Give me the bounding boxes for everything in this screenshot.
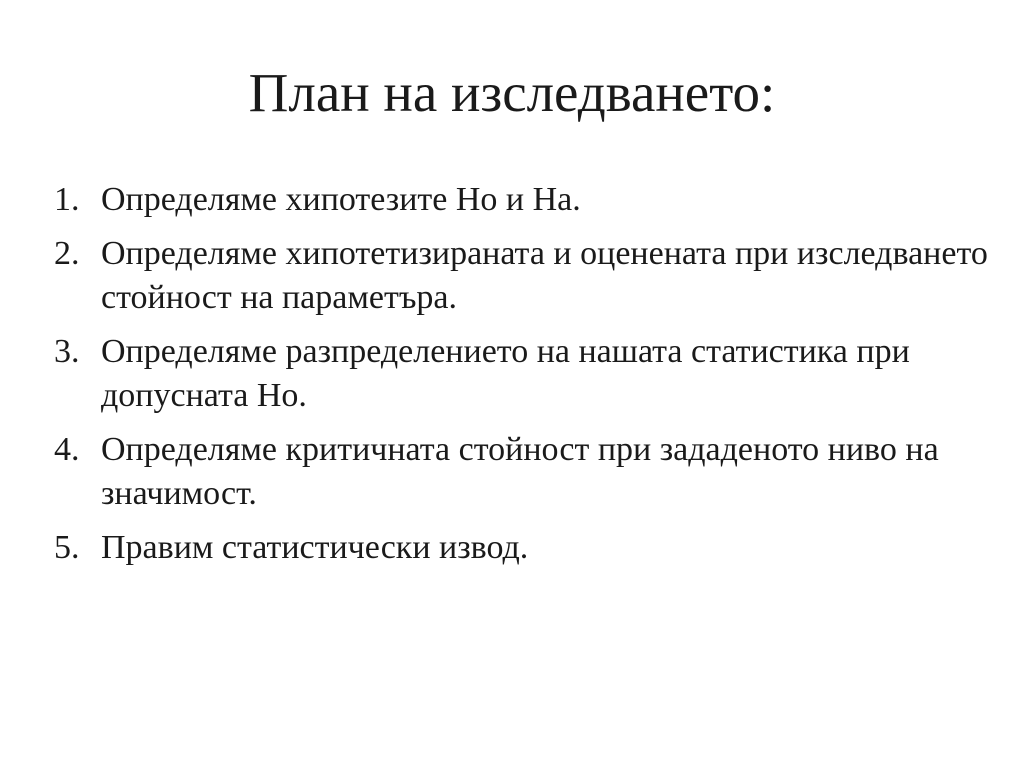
step-number: 2. [54,235,80,272]
list-item-step-5 [54,526,994,570]
list-item-step-4 [54,428,994,516]
step-text: Определяме разпределението на нашата статистика при допусната Ho. [101,333,910,414]
step-number: 4. [54,431,80,468]
step-number: 5. [54,529,80,566]
steps-list [54,178,994,580]
step-number: 3. [54,333,80,370]
step-number: 1. [54,181,80,218]
list-item-step-2 [54,232,994,320]
slide-title: План на изследването: [248,62,776,123]
step-text: Определяме критичната стойност при зададеното ниво на значимост. [101,431,939,512]
list-item-step-3 [54,330,994,418]
step-text: Определяме хипотетизираната и оценената при изследването стойност на параметъра. [101,235,988,316]
step-text: Определяме хипотезите Ho и Ha. [101,181,581,218]
step-text: Правим статистически извод. [101,529,529,566]
list-item-step-1 [54,178,994,222]
